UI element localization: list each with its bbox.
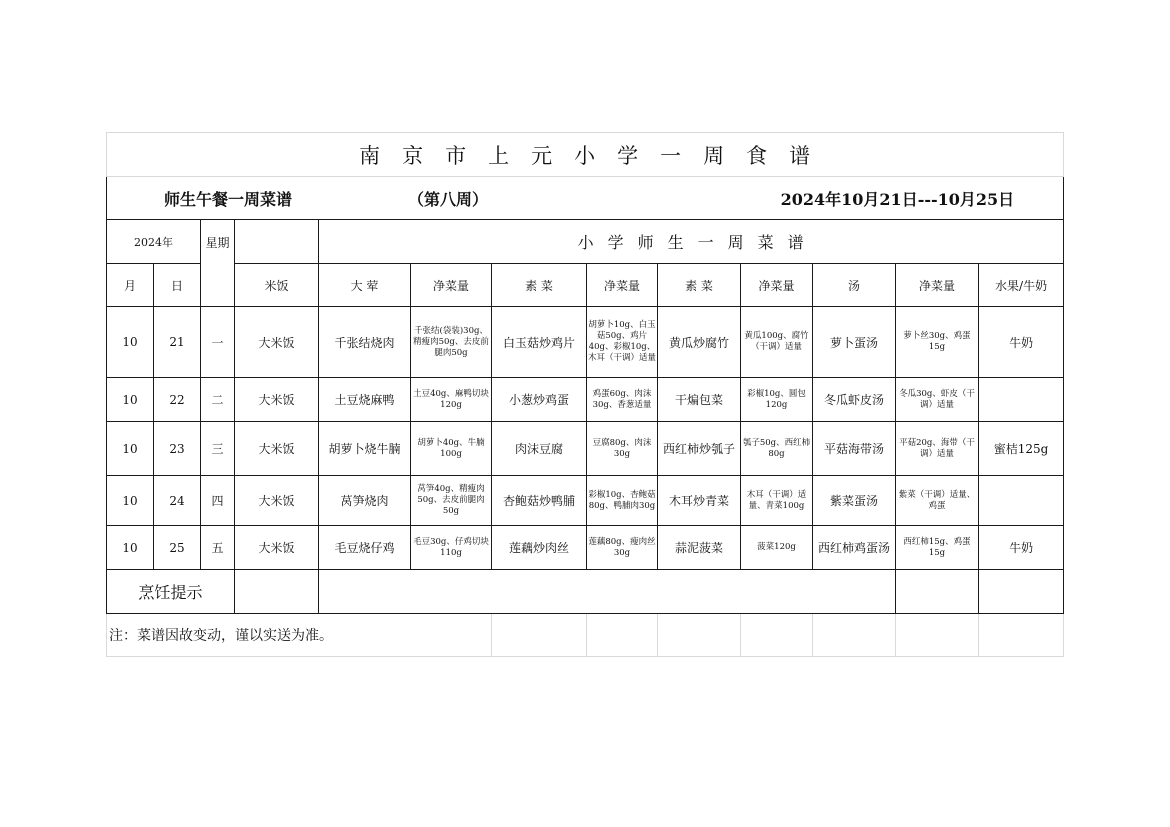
net-header: 净菜量	[741, 264, 813, 307]
veg-header: 素 菜	[492, 264, 587, 307]
day-cell: 25	[154, 526, 201, 570]
soup-net-cell: 平菇20g、海带（干调）适量	[896, 422, 979, 476]
net-header: 净菜量	[411, 264, 492, 307]
month-cell: 10	[107, 307, 154, 378]
staple-cell: 大米饭	[235, 526, 319, 570]
menu-sheet	[106, 132, 1063, 657]
note-row	[107, 614, 1064, 657]
page-title: 南京市上元小学一周食谱	[107, 133, 1064, 177]
cooking-tips-row	[107, 570, 1064, 614]
cooking-tips-content	[319, 570, 896, 614]
section-caption: 小学师生一周菜谱	[319, 220, 1064, 264]
veg1-net-cell: 彩椒10g、杏鲍菇80g、鸭脯肉30g	[587, 476, 658, 526]
soup-cell: 紫菜蛋汤	[813, 476, 896, 526]
veg1-cell: 小葱炒鸡蛋	[492, 378, 587, 422]
staple-cell: 大米饭	[235, 307, 319, 378]
day-cell: 21	[154, 307, 201, 378]
soup-cell: 萝卜蛋汤	[813, 307, 896, 378]
veg1-cell: 白玉菇炒鸡片	[492, 307, 587, 378]
weekday-header: 星期	[201, 220, 235, 307]
menu-table	[106, 132, 1064, 657]
fruit-header: 水果/牛奶	[979, 264, 1064, 307]
fruit-cell: 牛奶	[979, 307, 1064, 378]
blank-cell	[979, 570, 1064, 614]
subtitle-left: 师生午餐一周菜谱	[163, 189, 292, 209]
veg1-net-cell: 胡萝卜10g、白玉菇50g、鸡片40g、彩椒10g、木耳（干调）适量	[587, 307, 658, 378]
veg1-cell: 莲藕炒肉丝	[492, 526, 587, 570]
blank-cell	[896, 570, 979, 614]
year-label: 2024年	[107, 220, 201, 264]
veg1-net-cell: 鸡蛋60g、肉沫30g、香葱适量	[587, 378, 658, 422]
veg2-net-cell: 黄瓜100g、腐竹（干调）适量	[741, 307, 813, 378]
veg2-cell: 黄瓜炒腐竹	[658, 307, 741, 378]
veg-header: 素 菜	[658, 264, 741, 307]
meat-net-cell: 土豆40g、麻鸭切块120g	[411, 378, 492, 422]
weekday-cell: 一	[201, 307, 235, 378]
meat-cell: 毛豆烧仔鸡	[319, 526, 411, 570]
fruit-cell	[979, 378, 1064, 422]
meat-net-cell: 胡萝卜40g、牛腩100g	[411, 422, 492, 476]
day-cell: 23	[154, 422, 201, 476]
subtitle-row	[107, 177, 1064, 220]
table-row	[107, 476, 1064, 526]
veg2-net-cell: 瓠子50g、西红柿80g	[741, 422, 813, 476]
staple-cell: 大米饭	[235, 378, 319, 422]
table-row	[107, 526, 1064, 570]
month-cell: 10	[107, 378, 154, 422]
cooking-tips-label: 烹饪提示	[107, 570, 235, 614]
month-header: 月	[107, 264, 154, 307]
meat-cell: 胡萝卜烧牛腩	[319, 422, 411, 476]
veg1-net-cell: 豆腐80g、肉沫30g	[587, 422, 658, 476]
meat-cell: 千张结烧肉	[319, 307, 411, 378]
day-header: 日	[154, 264, 201, 307]
soup-cell: 西红柿鸡蛋汤	[813, 526, 896, 570]
day-cell: 22	[154, 378, 201, 422]
veg1-cell: 肉沫豆腐	[492, 422, 587, 476]
month-cell: 10	[107, 422, 154, 476]
fruit-cell: 蜜桔125g	[979, 422, 1064, 476]
soup-cell: 平菇海带汤	[813, 422, 896, 476]
soup-net-cell: 萝卜丝30g、鸡蛋15g	[896, 307, 979, 378]
blank-cell	[235, 570, 319, 614]
veg2-cell: 木耳炒青菜	[658, 476, 741, 526]
veg2-net-cell: 菠菜120g	[741, 526, 813, 570]
month-cell: 10	[107, 526, 154, 570]
soup-net-cell: 西红柿15g、鸡蛋15g	[896, 526, 979, 570]
blank-cell	[235, 220, 319, 264]
net-header: 净菜量	[896, 264, 979, 307]
veg2-cell: 西红柿炒瓠子	[658, 422, 741, 476]
soup-header: 汤	[813, 264, 896, 307]
weekday-cell: 四	[201, 476, 235, 526]
soup-cell: 冬瓜虾皮汤	[813, 378, 896, 422]
table-row	[107, 378, 1064, 422]
veg2-cell: 干煸包菜	[658, 378, 741, 422]
day-cell: 24	[154, 476, 201, 526]
meat-net-cell: 毛豆30g、仔鸡切块110g	[411, 526, 492, 570]
veg2-net-cell: 彩椒10g、圆包120g	[741, 378, 813, 422]
meat-cell: 土豆烧麻鸭	[319, 378, 411, 422]
subtitle-dates: 2024年10月21日---10月25日	[780, 189, 1015, 209]
staple-cell: 大米饭	[235, 422, 319, 476]
soup-net-cell: 紫菜（干调）适量、鸡蛋	[896, 476, 979, 526]
weekday-cell: 五	[201, 526, 235, 570]
veg1-net-cell: 莲藕80g、瘦肉丝30g	[587, 526, 658, 570]
meat-header: 大 荤	[319, 264, 411, 307]
meat-cell: 莴笋烧肉	[319, 476, 411, 526]
soup-net-cell: 冬瓜30g、虾皮（干调）适量	[896, 378, 979, 422]
staple-header: 米饭	[235, 264, 319, 307]
fruit-cell	[979, 476, 1064, 526]
weekday-cell: 二	[201, 378, 235, 422]
meat-net-cell: 莴笋40g、精瘦肉50g、去皮前腿肉50g	[411, 476, 492, 526]
meat-net-cell: 千张结(袋装)30g、精瘦肉50g、去皮前腿肉50g	[411, 307, 492, 378]
subtitle-week: （第八周）	[407, 189, 488, 209]
veg2-cell: 蒜泥菠菜	[658, 526, 741, 570]
month-cell: 10	[107, 476, 154, 526]
veg1-cell: 杏鲍菇炒鸭脯	[492, 476, 587, 526]
table-row	[107, 307, 1064, 378]
staple-cell: 大米饭	[235, 476, 319, 526]
net-header: 净菜量	[587, 264, 658, 307]
veg2-net-cell: 木耳（干调）适量、青菜100g	[741, 476, 813, 526]
fruit-cell: 牛奶	[979, 526, 1064, 570]
table-row	[107, 422, 1064, 476]
footnote: 注：菜谱因故变动，谨以实送为准。	[107, 614, 492, 657]
weekday-cell: 三	[201, 422, 235, 476]
